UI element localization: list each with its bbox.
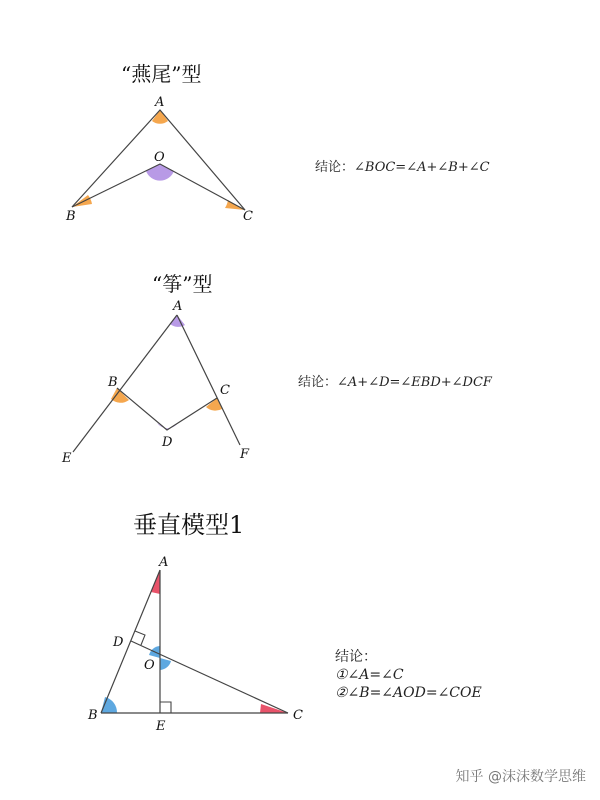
section2-title: “筝”型 — [152, 272, 213, 296]
point-B-label: B — [88, 708, 98, 723]
angle-O-marker — [146, 164, 174, 181]
point-O-label: O — [154, 150, 165, 165]
section2-conclusion-text: ∠A+∠D=∠EBD+∠DCF — [337, 375, 492, 390]
point-D-label: D — [113, 635, 124, 650]
point-E-label: E — [156, 719, 166, 734]
section1-conclusion-text: ∠BOC=∠A+∠B+∠C — [354, 160, 490, 175]
section3-conclusion-line2: ②∠B=∠AOD=∠COE — [335, 685, 482, 701]
line-BDC — [117, 388, 217, 430]
section1-conclusion-label: 结论： — [315, 160, 355, 175]
kite-figure — [61, 299, 250, 466]
point-D-label: D — [162, 435, 173, 450]
section3-conclusion-line1: ①∠A=∠C — [335, 667, 404, 683]
line-AE — [73, 315, 177, 452]
perpendicular-figure — [87, 555, 303, 734]
line-DC — [131, 641, 288, 713]
point-C-label: C — [293, 708, 303, 723]
point-B-label: B — [108, 375, 118, 390]
point-B-label: B — [66, 209, 76, 224]
section1-title: “燕尾”型 — [121, 62, 202, 86]
section3-title: 垂直模型1 — [133, 511, 245, 539]
watermark: 知乎 @沫沫数学思维 — [455, 769, 586, 785]
point-E-label: E — [62, 451, 72, 466]
point-A-label: A — [155, 95, 165, 110]
section3-conclusion-label: 结论： — [335, 649, 377, 665]
angle-COE-marker — [160, 658, 171, 670]
point-O-label: O — [144, 658, 155, 673]
point-A-label: A — [159, 555, 169, 570]
line-AF — [177, 315, 240, 445]
angle-B-marker — [101, 697, 117, 713]
swallowtail-figure — [65, 95, 253, 224]
point-C-label: C — [243, 209, 253, 224]
point-F-label: F — [240, 447, 250, 462]
point-C-label: C — [220, 383, 230, 398]
line-AB — [101, 570, 160, 713]
point-A-label: A — [173, 299, 183, 314]
right-angle-E-mark — [160, 702, 171, 713]
section2-conclusion-label: 结论： — [298, 375, 338, 390]
